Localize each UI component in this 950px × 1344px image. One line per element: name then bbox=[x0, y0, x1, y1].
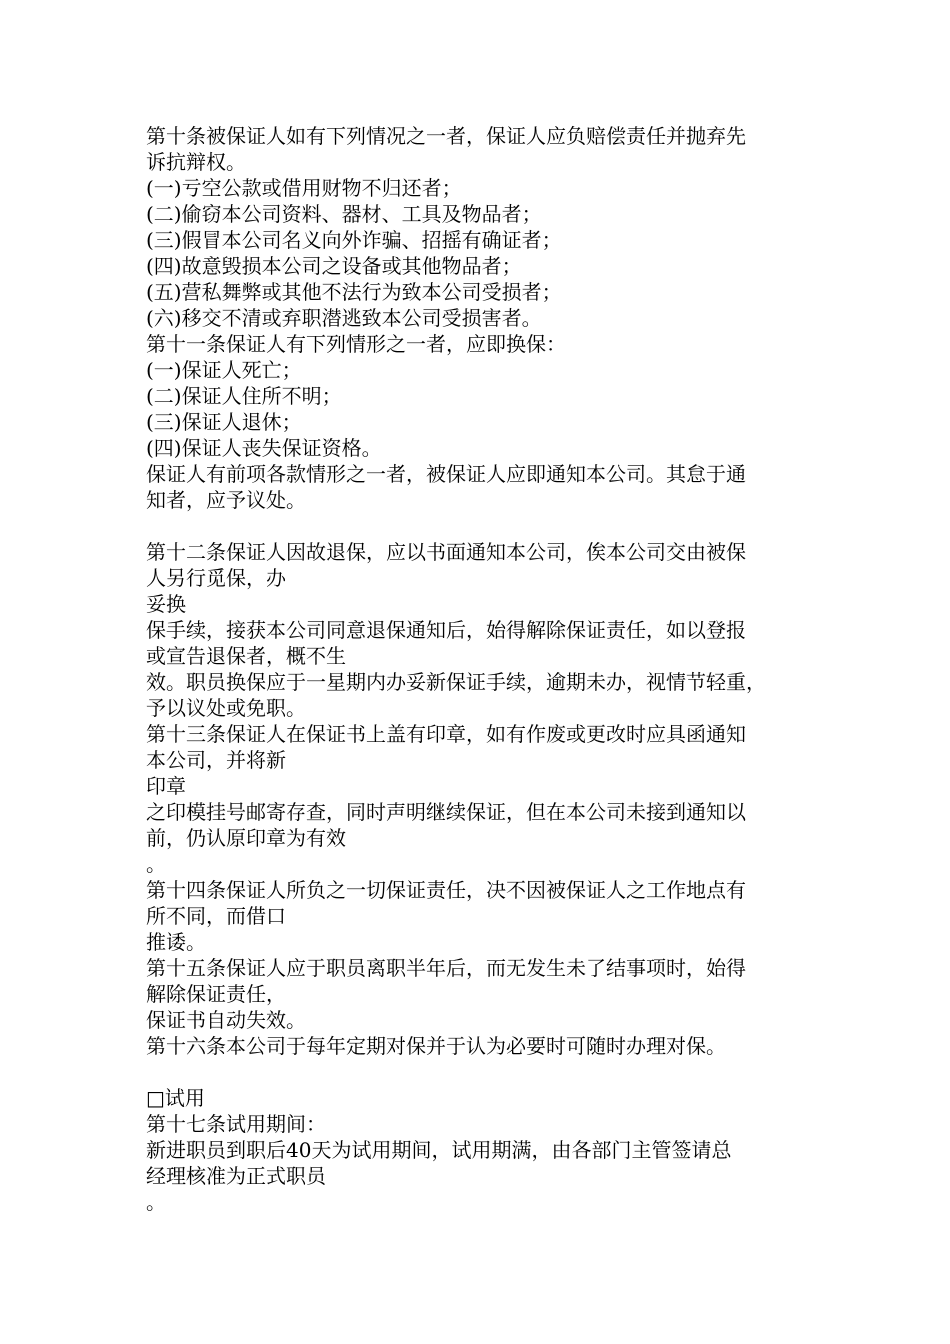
text-line: 妥换 bbox=[146, 592, 186, 616]
text-line: 第十一条保证人有下列情形之一者，应即换保： bbox=[146, 332, 566, 356]
text-line: 第十五条保证人应于职员离职半年后，而无发生未了结事项时，始得 bbox=[146, 956, 746, 980]
text-line: (四)保证人丧失保证资格。 bbox=[146, 436, 382, 460]
text-line: 第十三条保证人在保证书上盖有印章，如有作废或更改时应具函通知 bbox=[146, 722, 746, 746]
text-line: 诉抗辩权。 bbox=[146, 150, 246, 174]
text-line: 或宣告退保者，概不生 bbox=[146, 644, 346, 668]
text-line: 经理核准为正式职员 bbox=[146, 1164, 326, 1188]
text-line: (三)保证人退休； bbox=[146, 410, 302, 434]
text-line: 新进职员到职后40天为试用期间，试用期满，由各部门主管签请总 bbox=[146, 1138, 732, 1162]
text-line: (一)亏空公款或借用财物不归还者； bbox=[146, 176, 462, 200]
text-line: (六)移交不清或弃职潜逃致本公司受损害者。 bbox=[146, 306, 542, 330]
text-line: 予以议处或免职。 bbox=[146, 696, 306, 720]
text-line: 。 bbox=[146, 1190, 166, 1214]
section-heading: □试用 bbox=[146, 1086, 205, 1110]
text-line: 之印模挂号邮寄存查，同时声明继续保证，但在本公司未接到通知以 bbox=[146, 800, 746, 824]
text-line: 保证人有前项各款情形之一者，被保证人应即通知本公司。其怠于通 bbox=[146, 462, 746, 486]
text-line: 第十四条保证人所负之一切保证责任，决不因被保证人之工作地点有 bbox=[146, 878, 746, 902]
text-line: 前，仍认原印章为有效 bbox=[146, 826, 346, 850]
text-line: (五)营私舞弊或其他不法行为致本公司受损者； bbox=[146, 280, 562, 304]
blank-line bbox=[146, 513, 810, 539]
text-line: 所不同，而借口 bbox=[146, 904, 286, 928]
text-line: 保证书自动失效。 bbox=[146, 1008, 306, 1032]
text-line: 人另行觅保，办 bbox=[146, 566, 286, 590]
text-line: (三)假冒本公司名义向外诈骗、招摇有确证者； bbox=[146, 228, 562, 252]
text-line: (一)保证人死亡； bbox=[146, 358, 302, 382]
text-line: 。 bbox=[146, 852, 166, 876]
text-line: 第十六条本公司于每年定期对保并于认为必要时可随时办理对保。 bbox=[146, 1034, 726, 1058]
text-line: 第十七条试用期间： bbox=[146, 1112, 326, 1136]
text-line: 推诿。 bbox=[146, 930, 206, 954]
text-line: (二)保证人住所不明； bbox=[146, 384, 342, 408]
text-line: 保手续，接获本公司同意退保通知后，始得解除保证责任，如以登报 bbox=[146, 618, 746, 642]
text-line: (二)偷窃本公司资料、器材、工具及物品者； bbox=[146, 202, 542, 226]
document-body bbox=[146, 123, 810, 1215]
text-line: 第十条被保证人如有下列情况之一者，保证人应负赔偿责任并抛弃先 bbox=[146, 124, 746, 148]
text-line: 本公司，并将新 bbox=[146, 748, 286, 772]
text-line: 印章 bbox=[146, 774, 186, 798]
blank-line bbox=[146, 1059, 810, 1085]
text-line: 第十二条保证人因故退保，应以书面通知本公司，俟本公司交由被保 bbox=[146, 540, 746, 564]
text-line: 知者，应予议处。 bbox=[146, 488, 306, 512]
text-line: (四)故意毁损本公司之设备或其他物品者； bbox=[146, 254, 522, 278]
text-line: 效。职员换保应于一星期内办妥新保证手续，逾期未办，视情节轻重， bbox=[146, 670, 766, 694]
text-line: 解除保证责任， bbox=[146, 982, 286, 1006]
